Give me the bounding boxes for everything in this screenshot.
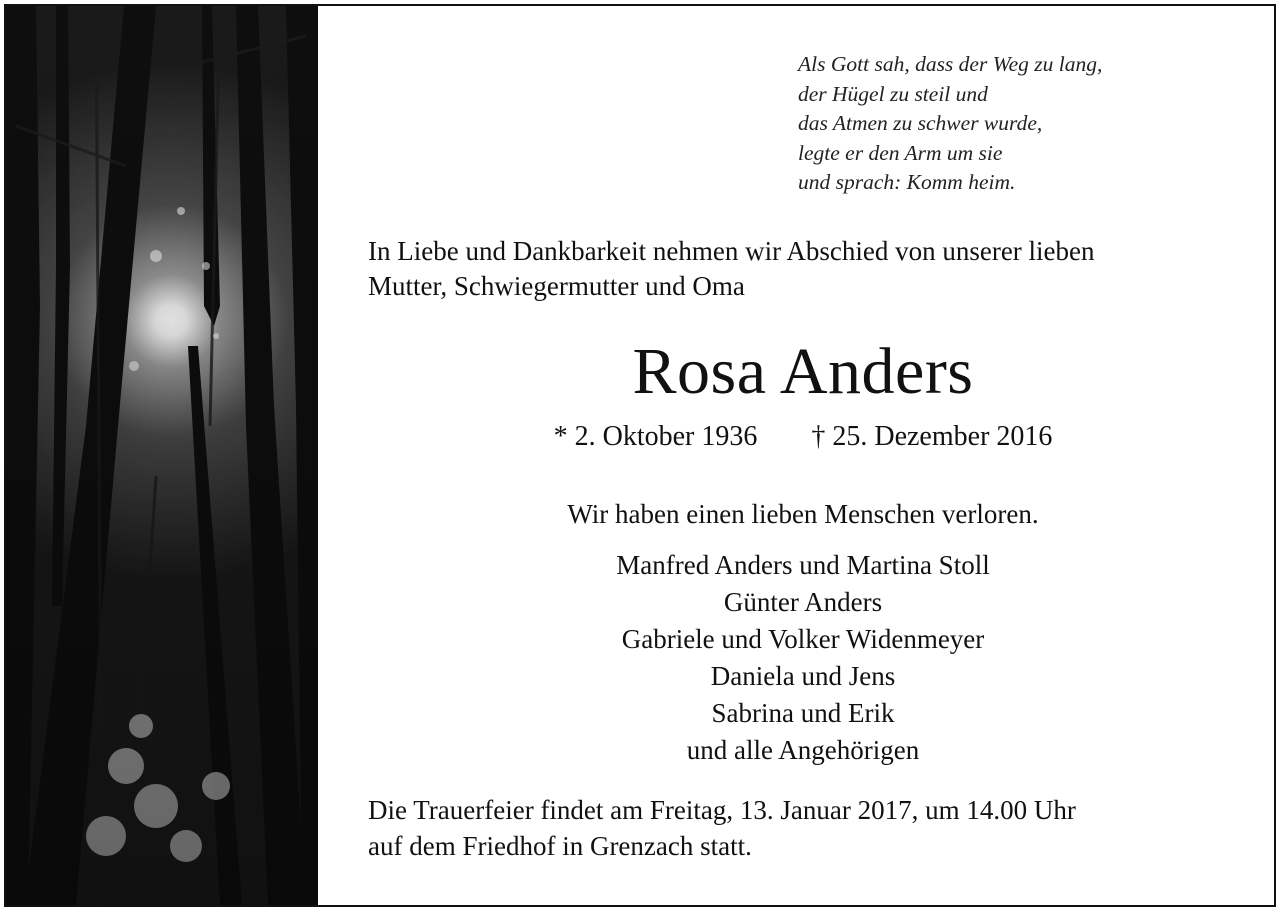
mourner-line: Sabrina und Erik — [711, 698, 895, 728]
intro-text — [368, 234, 1248, 304]
mourner-line: und alle Angehörigen — [686, 735, 920, 765]
service-line: auf dem Friedhof in Grenzach statt. — [368, 831, 752, 861]
loss-statement: Wir haben einen lieben Menschen verloren. — [567, 499, 1039, 529]
poem-line: Als Gott sah, dass der Weg zu lang, — [798, 52, 1103, 76]
death-date: † 25. Dezember 2016 — [811, 421, 1053, 452]
service-line: Die Trauerfeier findet am Freitag, 13. Januar 2017, um 14.00 Uhr — [368, 795, 1076, 825]
intro-line: Mutter, Schwiegermutter und Oma — [368, 271, 745, 301]
mourner-line: Daniela und Jens — [710, 661, 896, 691]
deceased-name: Rosa Anders — [632, 335, 974, 408]
poem — [798, 50, 1102, 198]
birth-date: * 2. Oktober 1936 — [553, 421, 758, 452]
life-dates — [366, 418, 1240, 456]
mourner-line: Günter Anders — [723, 587, 883, 617]
forest-sunlight-image — [6, 6, 318, 905]
poem-line: der Hügel zu steil und — [798, 81, 988, 106]
mourners-list — [366, 547, 1240, 769]
poem-line: das Atmen zu schwer wurde, — [798, 111, 1043, 135]
mourner-line: Gabriele und Volker Widenmeyer — [621, 624, 985, 654]
obituary-notice — [4, 4, 1276, 907]
mourner-line: Manfred Anders und Martina Stoll — [616, 550, 990, 580]
poem-line: und sprach: Komm heim. — [798, 170, 1016, 194]
poem-line: legte er den Arm um sie — [798, 140, 1003, 165]
service-info — [368, 792, 1248, 864]
notice-content — [366, 6, 1240, 905]
intro-line: In Liebe und Dankbarkeit nehmen wir Abschied von unserer lieben — [368, 236, 1095, 266]
